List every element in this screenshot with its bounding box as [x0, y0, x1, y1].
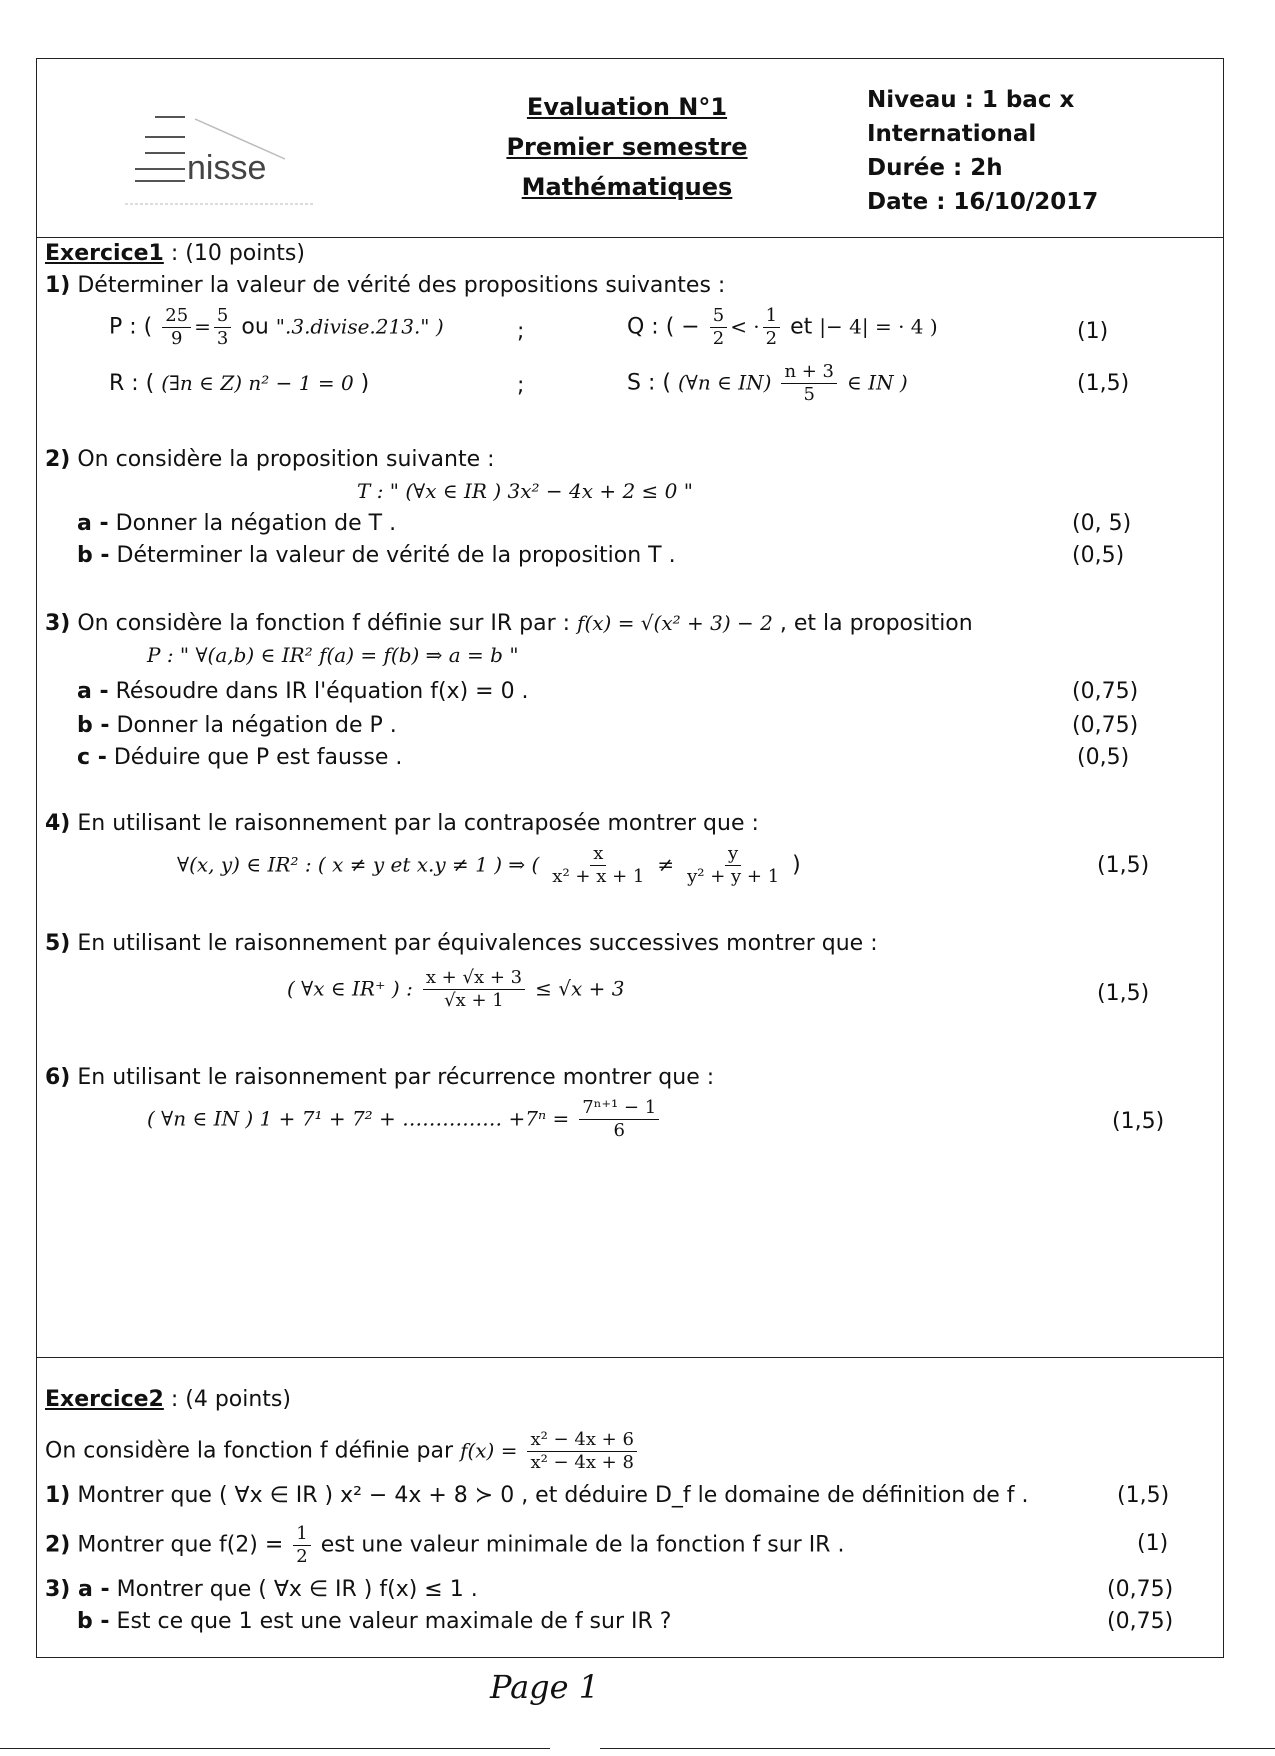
Q-abs: |− 4| = · 4 ) — [819, 314, 938, 339]
prop-Q: Q : ( − $\frac{5}{2}$ < · $\frac{1}{2}$ et |− 4| = · 4 ) — [627, 305, 938, 349]
school-logo — [115, 99, 355, 209]
prop-P3: P : " ∀(a,b) ∈ IR² f(a) = f(b) ⇒ a = b " — [147, 643, 519, 667]
semicolon-1: ; — [517, 319, 525, 344]
ex1-q1 — [45, 273, 725, 298]
prop-P: P : ( $\frac{25}{9}$ = $\frac{5}{3}$ ou ".3.divise.213." ) — [109, 305, 444, 349]
q1-number: 1) — [45, 273, 71, 298]
points-q6: (1,5) — [1112, 1109, 1165, 1134]
ex2-q3b: b - Est ce que 1 est une valeur maximale de f sur IR ? — [77, 1609, 672, 1634]
exam-title: Evaluation N°1 — [526, 93, 728, 121]
ex2-title: Exercice2 — [45, 1387, 164, 1412]
q6-number: 6) — [45, 1065, 71, 1090]
q1-text: Déterminer la valeur de vérité des propositions suivantes : — [70, 273, 726, 298]
P-frac-2: $\frac{5}{3}$ — [214, 305, 231, 350]
ex2-frac: $\frac{\text{x² − 4x + 6}}{\text{x² − 4x + 8}}$ — [527, 1429, 636, 1474]
q5-number: 5) — [45, 931, 71, 956]
exam-info — [867, 83, 1098, 219]
R-label: R : ( — [109, 371, 155, 396]
ex1-q6 — [45, 1065, 714, 1090]
S-label: S : ( — [627, 370, 671, 396]
points-q4: (1,5) — [1097, 853, 1150, 878]
exam-date: Date : 16/10/2017 — [867, 189, 1099, 215]
prop-S — [627, 361, 908, 406]
ex1-q3: 3) On considère la fonction f définie sur IR par : f(x) = √(x² + 3) − 2 , et la proposition — [45, 611, 973, 636]
q5-frac: $\frac{x + √x + 3}{√x + 1}$ — [423, 967, 525, 1012]
q4-number: 4) — [45, 811, 71, 836]
ex2-q1: 1) Montrer que ( ∀x ∈ IR ) x² − 4x + 8 ≻ 0 , et déduire D_f le domaine de définition de f . — [45, 1483, 1029, 1508]
ex2-q3a: 3) a - Montrer que ( ∀x ∈ IR ) f(x) ≤ 1 . — [45, 1577, 478, 1602]
q2a: a - Donner la négation de T . — [77, 511, 397, 536]
P-or: ou — [241, 314, 276, 340]
ex2-q2: 2) Montrer que f(2) = $\frac{1}{2}$ est une valeur minimale de la fonction f sur IR . — [45, 1523, 845, 1567]
points-q3c: (0,5) — [1077, 745, 1130, 770]
q3-number: 3) — [45, 611, 71, 636]
exercise-2 — [37, 1357, 1223, 1657]
q2b: b - Déterminer la valeur de vérité de la proposition T . — [77, 543, 676, 568]
exercise-1 — [37, 237, 1223, 1358]
exam-subject: Mathématiques — [521, 173, 733, 201]
q3a: a - Résoudre dans IR l'équation f(x) = 0 . — [77, 679, 529, 704]
Q-and: et — [790, 314, 820, 340]
bottom-rule-right — [600, 1748, 1275, 1749]
ex2-heading — [45, 1387, 291, 1412]
ex1-q5 — [45, 931, 878, 956]
ex1-points: : (10 points) — [163, 241, 305, 266]
ex1-q4 — [45, 811, 759, 836]
ex1-heading — [45, 241, 305, 266]
q6-statement: ( ∀n ∈ IN ) 1 + 7¹ + 7² + …………… +7ⁿ = $\frac{\text{7ⁿ⁺¹ − 1}}{6}$ — [147, 1097, 662, 1142]
S-expr: (∀n ∈ IN) — [677, 370, 772, 395]
q4-frac-1: $\frac{x}{\text{x² + x + 1}}$ — [552, 843, 645, 887]
exam-track: International — [867, 121, 1037, 147]
exam-title-block — [477, 87, 777, 207]
q5-text: En utilisant le raisonnement par équivalences successives montrer que : — [70, 931, 878, 956]
points-ex2-q3a: (0,75) — [1107, 1577, 1174, 1602]
exam-level: Niveau : 1 bac x — [867, 87, 1075, 113]
semicolon-2: ; — [517, 373, 525, 398]
points-q2b: (0,5) — [1072, 543, 1125, 568]
points-q1-PQ: (1) — [1077, 319, 1109, 344]
ex2-q2-frac: $\frac{1}{2}$ — [293, 1523, 310, 1568]
prop-R: R : ( (∃n ∈ Z) n² − 1 = 0 ) — [109, 371, 370, 396]
q5-statement: ( ∀x ∈ IR⁺ ) : $\frac{x + √x + 3}{√x + 1}$ ≤ √x + 3 — [287, 967, 625, 1011]
q4-frac-2: $\frac{y}{\text{y² + y + 1}}$ — [687, 843, 780, 887]
points-q2a: (0, 5) — [1072, 511, 1132, 536]
R-expr: (∃n ∈ Z) n² − 1 = 0 — [161, 371, 354, 395]
ex1-q2 — [45, 447, 495, 472]
points-q1-RS: (1,5) — [1077, 371, 1130, 396]
q3-text: On considère la fonction f définie sur IR par : — [70, 611, 571, 636]
q2-number: 2) — [45, 447, 71, 472]
q6-frac: $\frac{\text{7ⁿ⁺¹ − 1}}{6}$ — [579, 1097, 659, 1142]
Q-frac-1: $\frac{5}{2}$ — [710, 305, 727, 350]
P-frac-1: $\frac{25}{9}$ — [162, 305, 191, 350]
q3-function: f(x) = √(x² + 3) − 2 — [577, 611, 773, 635]
ex1-title: Exercice1 — [45, 241, 164, 266]
exam-semester: Premier semestre — [506, 133, 748, 161]
exam-frame — [36, 58, 1224, 1658]
ex2-intro: On considère la fonction f définie par f(x) = $\frac{\text{x² − 4x + 6}}{\text{x² − 4x + 8}}$ — [45, 1429, 640, 1474]
exam-header — [37, 59, 1223, 238]
prop-T: T : " (∀x ∈ IR ) 3x² − 4x + 2 ≤ 0 " — [357, 479, 693, 503]
page-number: Page 1 — [490, 1668, 600, 1706]
Q-label: Q : ( − — [627, 314, 700, 340]
P-label: P : ( — [109, 314, 153, 340]
points-q3a: (0,75) — [1072, 679, 1139, 704]
Q-frac-2: $\frac{1}{2}$ — [763, 305, 780, 350]
P-divise: ".3.divise.213." ) — [275, 314, 444, 339]
points-ex2-q1: (1,5) — [1117, 1483, 1170, 1508]
q4-statement: ∀(x, y) ∈ IR² : ( x ≠ y et x.y ≠ 1 ) ⇒ ( $\frac{x}{\text{x² + x + 1}}$ ≠ $\frac{y}{\text{y² + y + 1}}$ ) — [177, 843, 801, 887]
q3c: c - Déduire que P est fausse . — [77, 745, 403, 770]
ex2-points: : (4 points) — [163, 1387, 291, 1412]
bottom-rule-left — [0, 1748, 550, 1749]
S-frac: $\frac{n + 3}{5}$ — [781, 361, 837, 406]
S-in: ∈ IN ) — [847, 370, 908, 395]
q6-text: En utilisant le raisonnement par récurrence montrer que : — [70, 1065, 715, 1090]
logo-text: nisse — [187, 149, 267, 187]
q3b: b - Donner la négation de P . — [77, 713, 397, 738]
points-q5: (1,5) — [1097, 981, 1150, 1006]
exam-duration: Durée : 2h — [867, 155, 1003, 181]
points-ex2-q2: (1) — [1137, 1531, 1169, 1556]
q4-text: En utilisant le raisonnement par la contraposée montrer que : — [70, 811, 759, 836]
points-ex2-q3b: (0,75) — [1107, 1609, 1174, 1634]
q2-text: On considère la proposition suivante : — [70, 447, 495, 472]
points-q3b: (0,75) — [1072, 713, 1139, 738]
